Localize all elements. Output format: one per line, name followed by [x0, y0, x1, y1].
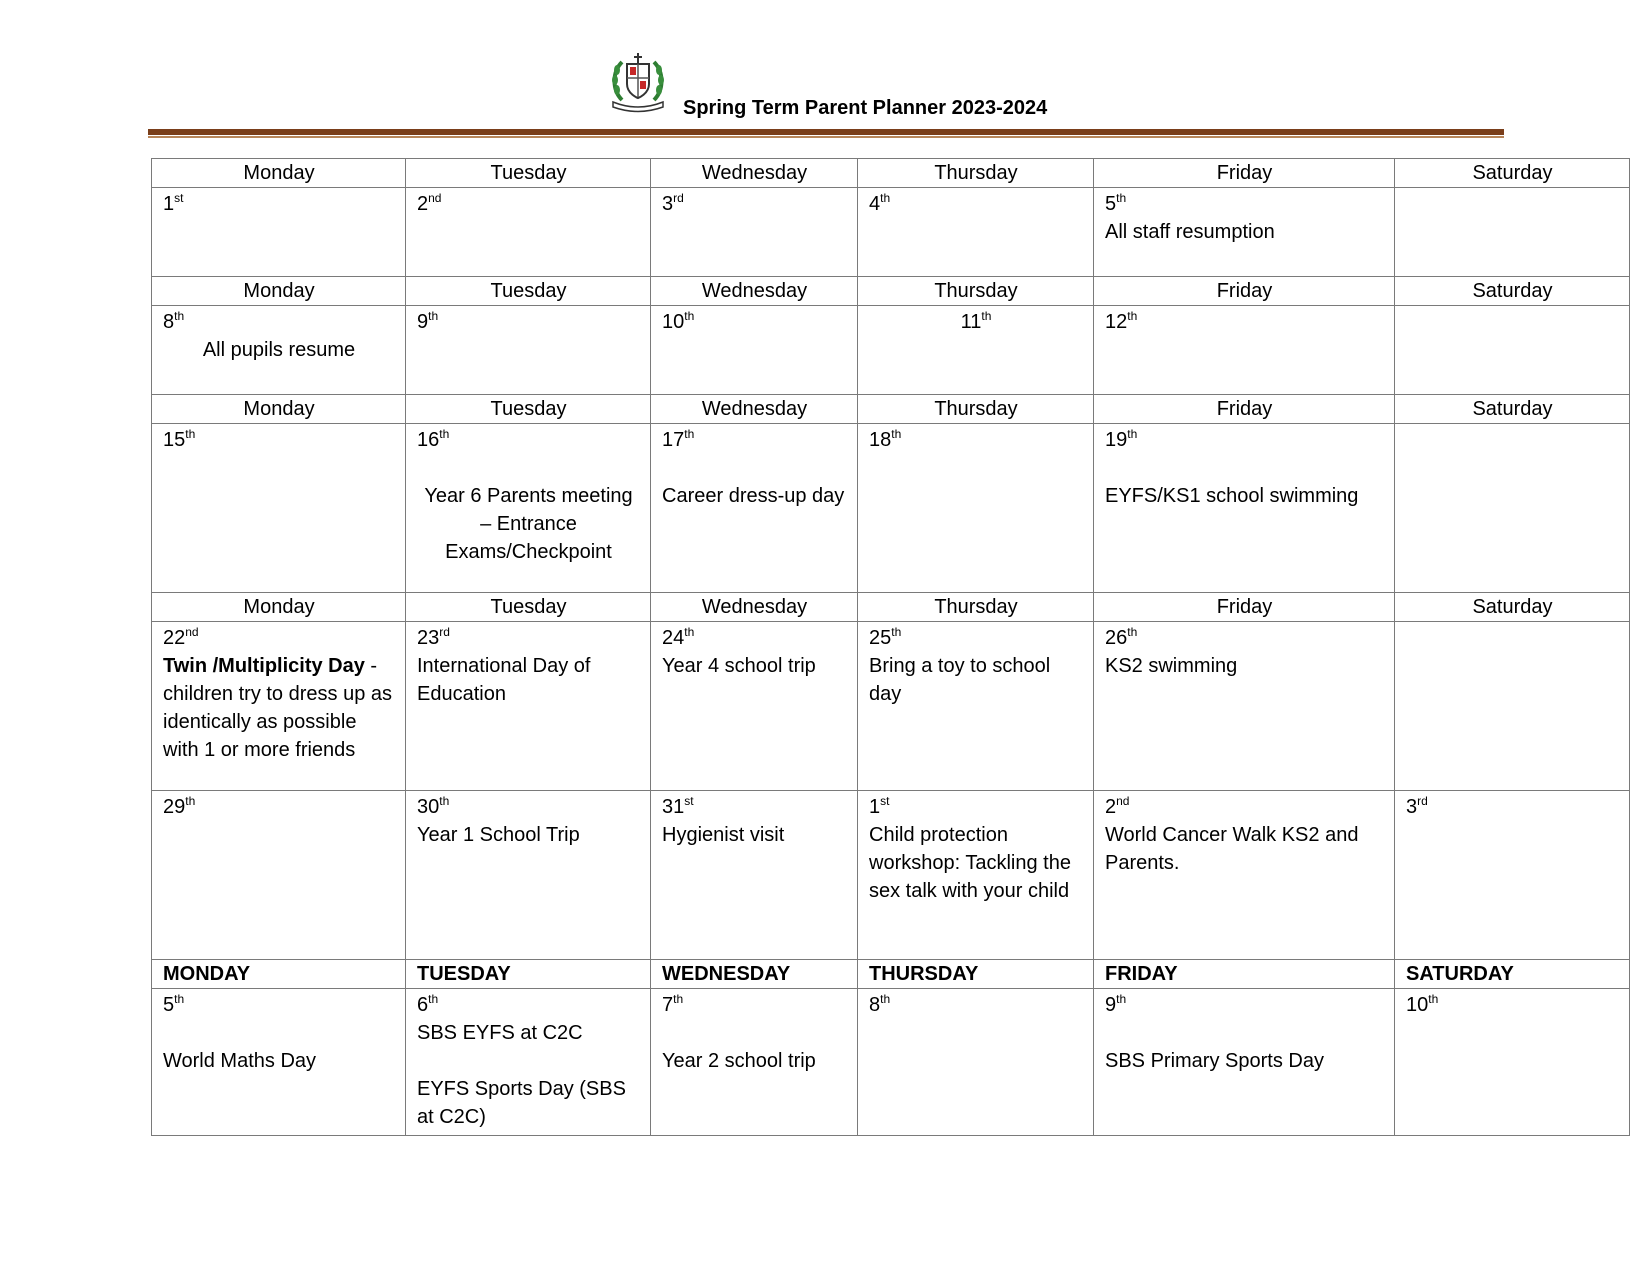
date-day: 11	[960, 311, 982, 333]
date-number	[417, 308, 640, 336]
day-cell-monday	[152, 989, 406, 1136]
date-day: 10	[662, 311, 685, 333]
date-number	[417, 793, 640, 821]
planner-calendar	[151, 158, 1630, 1136]
date-suffix: th	[1428, 992, 1439, 1006]
date-suffix: th	[981, 309, 992, 323]
date-day: 5	[163, 994, 175, 1016]
date-suffix: nd	[1116, 794, 1130, 808]
day-cell-tuesday	[406, 989, 651, 1136]
title-divider-accent	[148, 136, 1504, 138]
date-number	[417, 991, 640, 1019]
day-cell-tuesday	[406, 424, 651, 593]
date-number	[1406, 793, 1619, 821]
date-number	[1105, 426, 1384, 454]
event-text: World Maths Day	[163, 1050, 317, 1072]
day-cell-saturday	[1395, 424, 1630, 593]
day-cell-thursday	[858, 424, 1094, 593]
day-header-saturday: Saturday	[1395, 159, 1630, 188]
date-number	[1406, 991, 1619, 1019]
day-cell-saturday	[1395, 306, 1630, 395]
day-header-tuesday: Tuesday	[406, 277, 651, 306]
day-header-friday: Friday	[1094, 395, 1395, 424]
day-cell-saturday	[1395, 989, 1630, 1136]
day-cell-monday	[152, 306, 406, 395]
date-day: 3	[662, 193, 674, 215]
day-cell-saturday	[1395, 622, 1630, 791]
day-header-monday: Monday	[152, 277, 406, 306]
event-text: SBS Primary Sports Day	[1105, 1050, 1324, 1072]
date-suffix: th	[1116, 191, 1127, 205]
date-number	[417, 190, 640, 218]
date-suffix: th	[891, 427, 902, 441]
date-suffix: nd	[185, 625, 199, 639]
week-row	[152, 306, 1630, 395]
day-cell-thursday	[858, 188, 1094, 277]
day-cell-tuesday	[406, 188, 651, 277]
date-suffix: rd	[1417, 794, 1428, 808]
date-day: 16	[417, 429, 440, 451]
day-cell-friday	[1094, 989, 1395, 1136]
date-suffix: th	[891, 625, 902, 639]
date-day: 26	[1105, 627, 1128, 649]
date-suffix: rd	[673, 191, 684, 205]
date-number	[662, 793, 847, 821]
date-day: 1	[163, 193, 175, 215]
date-day: 24	[662, 627, 685, 649]
day-header-monday: MONDAY	[152, 960, 406, 989]
date-suffix: th	[439, 794, 450, 808]
date-day: 18	[869, 429, 892, 451]
date-suffix: th	[439, 427, 450, 441]
event-text: KS2 swimming	[1105, 655, 1238, 677]
day-header-saturday: SATURDAY	[1395, 960, 1630, 989]
date-day: 1	[869, 796, 881, 818]
date-number	[869, 308, 1083, 336]
date-number	[1105, 793, 1384, 821]
date-day: 19	[1105, 429, 1128, 451]
day-cell-monday	[152, 791, 406, 960]
date-day: 22	[163, 627, 186, 649]
day-cell-thursday	[858, 791, 1094, 960]
date-number	[163, 624, 395, 652]
day-cell-friday	[1094, 188, 1395, 277]
week-row	[152, 424, 1630, 593]
day-cell-friday	[1094, 791, 1395, 960]
date-day: 17	[662, 429, 685, 451]
date-suffix: th	[428, 309, 439, 323]
event-text: EYFS Sports Day (SBS at C2C)	[417, 1078, 626, 1128]
date-suffix: nd	[428, 191, 442, 205]
page-title: Spring Term Parent Planner 2023-2024	[683, 97, 1048, 119]
school-crest-logo	[608, 50, 668, 114]
event-text: All staff resumption	[1105, 221, 1275, 243]
date-day: 12	[1105, 311, 1128, 333]
day-cell-thursday	[858, 306, 1094, 395]
event-title: Twin /Multiplicity Day	[163, 655, 365, 677]
date-suffix: th	[1127, 309, 1138, 323]
event-text: World Cancer Walk KS2 and Parents.	[1105, 824, 1359, 874]
day-header-saturday: Saturday	[1395, 395, 1630, 424]
date-suffix: th	[174, 309, 185, 323]
day-header-tuesday: TUESDAY	[406, 960, 651, 989]
day-header-friday: Friday	[1094, 593, 1395, 622]
date-day: 23	[417, 627, 440, 649]
day-header-row	[152, 593, 1630, 622]
day-cell-saturday	[1395, 791, 1630, 960]
date-number	[662, 624, 847, 652]
day-cell-tuesday	[406, 306, 651, 395]
date-suffix: st	[684, 794, 694, 808]
date-number	[163, 190, 395, 218]
date-day: 8	[869, 994, 881, 1016]
date-suffix: th	[880, 191, 891, 205]
date-number	[417, 624, 640, 652]
day-header-wednesday: Wednesday	[651, 395, 858, 424]
date-number	[662, 991, 847, 1019]
day-header-thursday: THURSDAY	[858, 960, 1094, 989]
date-day: 30	[417, 796, 440, 818]
date-suffix: st	[880, 794, 890, 808]
date-number	[869, 426, 1083, 454]
date-day: 31	[662, 796, 685, 818]
date-day: 9	[1105, 994, 1117, 1016]
date-number	[869, 624, 1083, 652]
date-number	[662, 190, 847, 218]
day-cell-friday	[1094, 424, 1395, 593]
day-header-thursday: Thursday	[858, 277, 1094, 306]
event-text: Bring a toy to school day	[869, 655, 1051, 705]
date-day: 9	[417, 311, 429, 333]
date-number	[417, 426, 640, 454]
event-text: Career dress-up day	[662, 485, 845, 507]
day-cell-saturday	[1395, 188, 1630, 277]
day-header-saturday: Saturday	[1395, 593, 1630, 622]
day-cell-friday	[1094, 306, 1395, 395]
event-description: - children try to dress up as identically as possible with 1 or more friends	[163, 655, 392, 761]
date-number	[869, 991, 1083, 1019]
event-text: Year 1 School Trip	[417, 824, 580, 846]
day-cell-wednesday	[651, 791, 858, 960]
date-day: 25	[869, 627, 892, 649]
event-text: Child protection workshop: Tackling the sex talk with your child	[869, 824, 1071, 902]
day-cell-thursday	[858, 622, 1094, 791]
date-number	[662, 426, 847, 454]
event-text: Year 4 school trip	[662, 655, 816, 677]
date-suffix: th	[185, 794, 196, 808]
event-text: Year 2 school trip	[662, 1050, 816, 1072]
date-number	[1105, 624, 1384, 652]
date-suffix: th	[428, 992, 439, 1006]
date-day: 6	[417, 994, 429, 1016]
day-header-friday: FRIDAY	[1094, 960, 1395, 989]
day-header-saturday: Saturday	[1395, 277, 1630, 306]
day-cell-friday	[1094, 622, 1395, 791]
day-header-row	[152, 960, 1630, 989]
event-text: Year 6 Parents meeting – Entrance Exams/Checkpoint	[424, 485, 633, 563]
date-number	[662, 308, 847, 336]
date-suffix: th	[174, 992, 185, 1006]
date-number	[163, 308, 395, 336]
date-suffix: th	[1127, 427, 1138, 441]
day-header-wednesday: WEDNESDAY	[651, 960, 858, 989]
date-number	[869, 190, 1083, 218]
date-number	[163, 793, 395, 821]
day-header-tuesday: Tuesday	[406, 593, 651, 622]
event-text: SBS EYFS at C2C	[417, 1022, 583, 1044]
date-suffix: th	[1127, 625, 1138, 639]
day-header-wednesday: Wednesday	[651, 593, 858, 622]
day-cell-tuesday	[406, 791, 651, 960]
week-row	[152, 989, 1630, 1136]
date-suffix: th	[684, 427, 695, 441]
day-header-row	[152, 159, 1630, 188]
date-day: 2	[417, 193, 429, 215]
day-header-friday: Friday	[1094, 277, 1395, 306]
date-suffix: th	[684, 625, 695, 639]
event-text: EYFS/KS1 school swimming	[1105, 485, 1359, 507]
day-cell-monday	[152, 622, 406, 791]
day-header-thursday: Thursday	[858, 593, 1094, 622]
date-day: 15	[163, 429, 186, 451]
day-header-monday: Monday	[152, 395, 406, 424]
date-day: 2	[1105, 796, 1117, 818]
day-cell-wednesday	[651, 188, 858, 277]
day-header-monday: Monday	[152, 159, 406, 188]
day-header-thursday: Thursday	[858, 395, 1094, 424]
date-day: 8	[163, 311, 175, 333]
day-cell-thursday	[858, 989, 1094, 1136]
date-suffix: st	[174, 191, 184, 205]
date-suffix: th	[185, 427, 196, 441]
day-cell-tuesday	[406, 622, 651, 791]
date-day: 3	[1406, 796, 1418, 818]
day-cell-wednesday	[651, 989, 858, 1136]
date-suffix: th	[684, 309, 695, 323]
week-row	[152, 188, 1630, 277]
date-day: 7	[662, 994, 674, 1016]
day-cell-monday	[152, 188, 406, 277]
day-cell-wednesday	[651, 306, 858, 395]
day-header-wednesday: Wednesday	[651, 277, 858, 306]
day-header-monday: Monday	[152, 593, 406, 622]
event-text: All pupils resume	[202, 339, 356, 361]
day-cell-wednesday	[651, 622, 858, 791]
day-header-tuesday: Tuesday	[406, 395, 651, 424]
week-row	[152, 791, 1630, 960]
day-header-friday: Friday	[1094, 159, 1395, 188]
date-number	[163, 426, 395, 454]
week-row	[152, 622, 1630, 791]
date-number	[1105, 991, 1384, 1019]
date-number	[1105, 308, 1384, 336]
event-text: International Day of Education	[417, 655, 591, 705]
date-suffix: th	[673, 992, 684, 1006]
event-text	[163, 652, 395, 764]
date-number	[1105, 190, 1384, 218]
title-divider	[148, 129, 1504, 135]
date-suffix: th	[1116, 992, 1127, 1006]
event-text: Hygienist visit	[662, 824, 785, 846]
date-day: 4	[869, 193, 881, 215]
day-cell-wednesday	[651, 424, 858, 593]
date-day: 29	[163, 796, 186, 818]
date-number	[163, 991, 395, 1019]
day-header-row	[152, 277, 1630, 306]
day-cell-monday	[152, 424, 406, 593]
date-suffix: rd	[439, 625, 450, 639]
day-header-tuesday: Tuesday	[406, 159, 651, 188]
day-header-wednesday: Wednesday	[651, 159, 858, 188]
date-day: 5	[1105, 193, 1117, 215]
date-day: 10	[1406, 994, 1429, 1016]
day-header-thursday: Thursday	[858, 159, 1094, 188]
date-number	[869, 793, 1083, 821]
day-header-row	[152, 395, 1630, 424]
date-suffix: th	[880, 992, 891, 1006]
